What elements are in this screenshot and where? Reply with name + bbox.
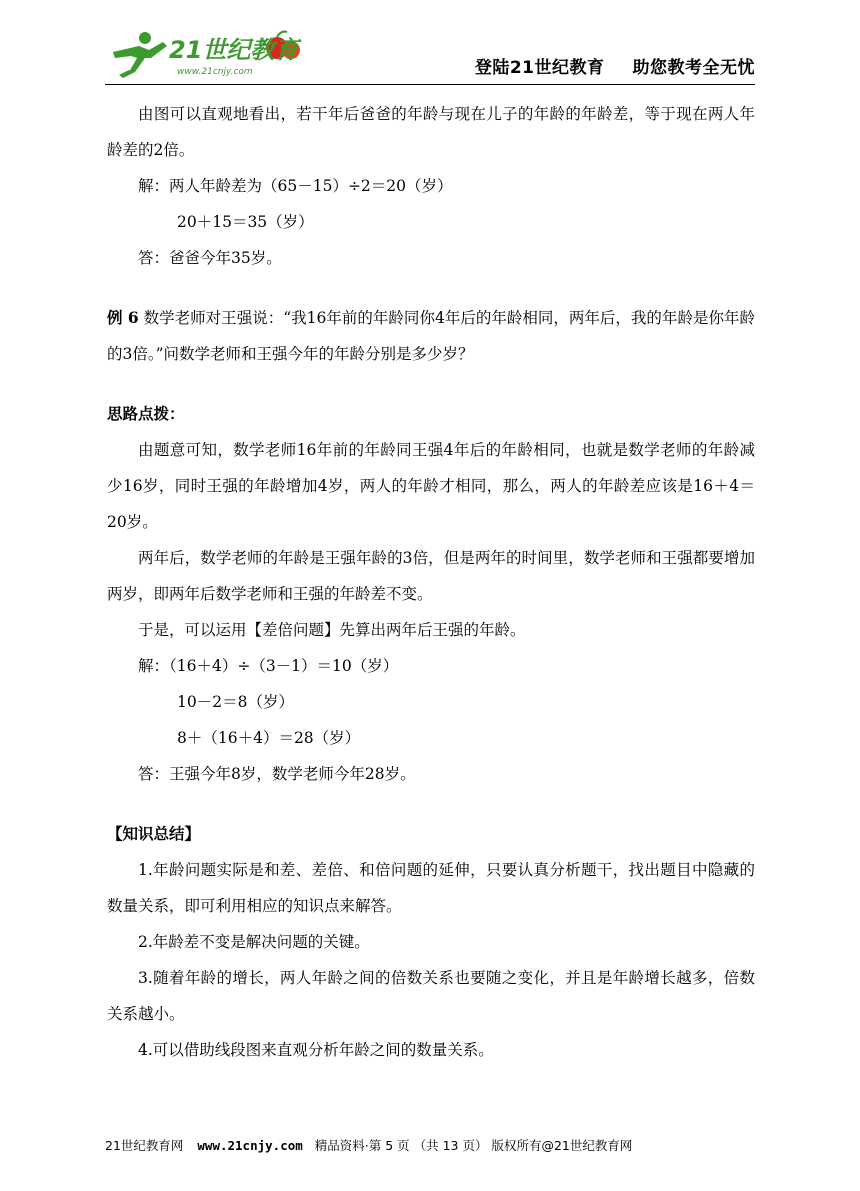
hint-heading: 思路点拨： bbox=[107, 404, 185, 423]
paragraph: 由题意可知，数学老师16年前的年龄同王强4年后的年龄相同，也就是数学老师的年龄减少16岁，同时王强的年龄增加4岁，两人的年龄才相同，那么，两人的年龄差应该是16＋4＝20岁。 bbox=[107, 441, 755, 531]
example-text: 数学老师对王强说：“我16年前的年龄同你4年后的年龄相同，两年后，我的年龄是你年龄的3倍。”问数学老师和王强今年的年龄分别是多少岁？ bbox=[107, 309, 755, 363]
footer-org: 21世纪教育网 bbox=[105, 1138, 184, 1153]
summary-item: 2.年龄差不变是解决问题的关键。 bbox=[138, 933, 370, 951]
summary-item: 3.随着年龄的增长，两人年龄之间的倍数关系也要随之变化，并且是年龄增长越多，倍数关系越小。 bbox=[107, 969, 755, 1023]
solution-line: 8＋（16＋4）＝28（岁） bbox=[177, 729, 361, 747]
header-slogan bbox=[475, 53, 755, 78]
answer-line: 答：爸爸今年35岁。 bbox=[138, 249, 282, 267]
footer-page-info: 精品资料·第 5 页 （共 13 页） 版权所有@21世纪教育网 bbox=[314, 1138, 633, 1153]
solution-line: 解：两人年龄差为（65－15）÷2＝20（岁） bbox=[138, 177, 453, 195]
summary-item: 1.年龄问题实际是和差、差倍、和倍问题的延伸，只要认真分析题干，找出题目中隐藏的数量关系，即可利用相应的知识点来解答。 bbox=[107, 861, 755, 915]
svg-text:www.21cnjy.com: www.21cnjy.com bbox=[177, 67, 253, 77]
solution-line: 20＋15＝35（岁） bbox=[177, 213, 314, 231]
footer-site-link[interactable]: www.21cnjy.com bbox=[197, 1138, 303, 1153]
example-label: 例 6 bbox=[107, 308, 139, 327]
page-header bbox=[105, 28, 755, 84]
solution-line: 10－2＝8（岁） bbox=[177, 693, 294, 711]
paragraph: 于是，可以运用【差倍问题】先算出两年后王强的年龄。 bbox=[138, 621, 526, 639]
summary-heading: 【知识总结】 bbox=[107, 824, 201, 843]
summary-item: 4.可以借助线段图来直观分析年龄之间的数量关系。 bbox=[138, 1041, 494, 1059]
solution-line: 解：（16＋4）÷（3－1）＝10（岁） bbox=[138, 657, 399, 675]
runner-icon bbox=[113, 32, 167, 78]
document-body bbox=[107, 96, 755, 1068]
page-footer bbox=[105, 1136, 755, 1154]
site-logo bbox=[105, 28, 305, 80]
paragraph: 两年后，数学老师的年龄是王强年龄的3倍，但是两年的时间里，数学老师和王强都要增加两岁，即两年后数学老师和王强的年龄差不变。 bbox=[107, 549, 755, 603]
answer-line: 答：王强今年8岁，数学老师今年28岁。 bbox=[138, 765, 416, 783]
header-divider bbox=[105, 84, 755, 85]
slogan-right: 助您教考全无忧 bbox=[632, 58, 755, 78]
slogan-left: 登陆21世纪教育 bbox=[474, 58, 605, 78]
example-6 bbox=[107, 300, 755, 372]
svg-text:21世纪教育: 21世纪教育 bbox=[169, 36, 299, 64]
paragraph: 由图可以直观地看出，若干年后爸爸的年龄与现在儿子的年龄的年龄差，等于现在两人年龄差的2倍。 bbox=[107, 105, 755, 159]
